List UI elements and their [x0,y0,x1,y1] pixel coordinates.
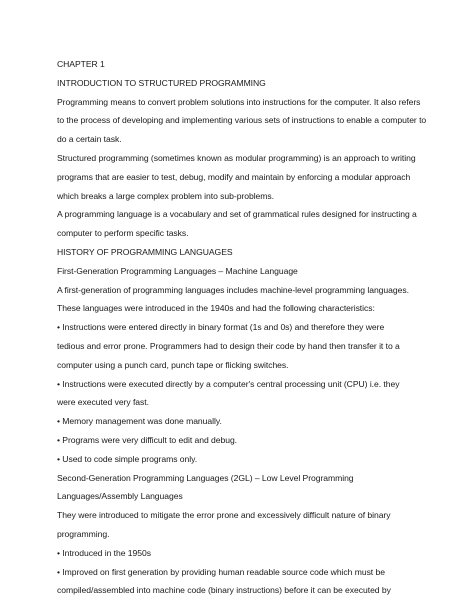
body-text-line: to the process of developing and implementing various sets of instructions to enable a computer to [57,115,427,126]
section-heading: HISTORY OF PROGRAMMING LANGUAGES [57,246,233,257]
body-text-line: A first-generation of programming languages includes machine-level programming languages. [57,284,409,295]
subsection-heading: Languages/Assembly Languages [57,491,183,502]
bullet-item: • Introduced in the 1950s [57,547,151,558]
bullet-item: • Used to code simple programs only. [57,453,198,464]
body-text-line: Programming means to convert problem solutions into instructions for the computer. It also refers [57,96,421,107]
bullet-item: • Instructions were executed directly by a computer's central processing unit (CPU) i.e. they [57,378,400,389]
bullet-continuation: compiled/assembled into machine code (binary instructions) before it can be executed by [57,585,391,596]
body-text-line: These languages were introduced in the 1940s and had the following characteristics: [57,303,375,314]
body-text-line: do a certain task. [57,134,122,145]
bullet-item: • Programs were very difficult to edit and debug. [57,434,238,445]
bullet-continuation: tedious and error prone. Programmers had to design their code by hand then transfer it to a [57,340,400,351]
bullet-continuation: were executed very fast. [57,397,149,408]
bullet-item: • Instructions were entered directly in binary format (1s and 0s) and therefore they were [57,322,385,333]
bullet-item: • Improved on first generation by providing human readable source code which must be [57,566,385,577]
document-body [57,55,457,600]
body-text-line: programming. [57,528,110,539]
body-text-line: They were introduced to mitigate the error prone and excessively difficult nature of binary [57,510,391,521]
body-text-line: programs that are easier to test, debug, modify and maintain by enforcing a modular approach [57,171,411,182]
body-text-line: computer to perform specific tasks. [57,228,189,239]
chapter-label: CHAPTER 1 [57,59,105,69]
bullet-item: • Memory management was done manually. [57,416,222,427]
body-text-line: which breaks a large complex problem into sub-problems. [57,190,274,201]
chapter-title: INTRODUCTION TO STRUCTURED PROGRAMMING [57,77,266,88]
body-text-line: Structured programming (sometimes known as modular programming) is an approach to writing [57,152,416,163]
bullet-continuation: computer using a punch card, punch tape or flicking switches. [57,359,289,370]
body-text-line: A programming language is a vocabulary and set of grammatical rules designed for instructing a [57,209,417,220]
subsection-heading: Second-Generation Programming Languages (2GL) – Low Level Programming [57,472,354,483]
subsection-heading: First-Generation Programming Languages – Machine Language [57,265,298,276]
